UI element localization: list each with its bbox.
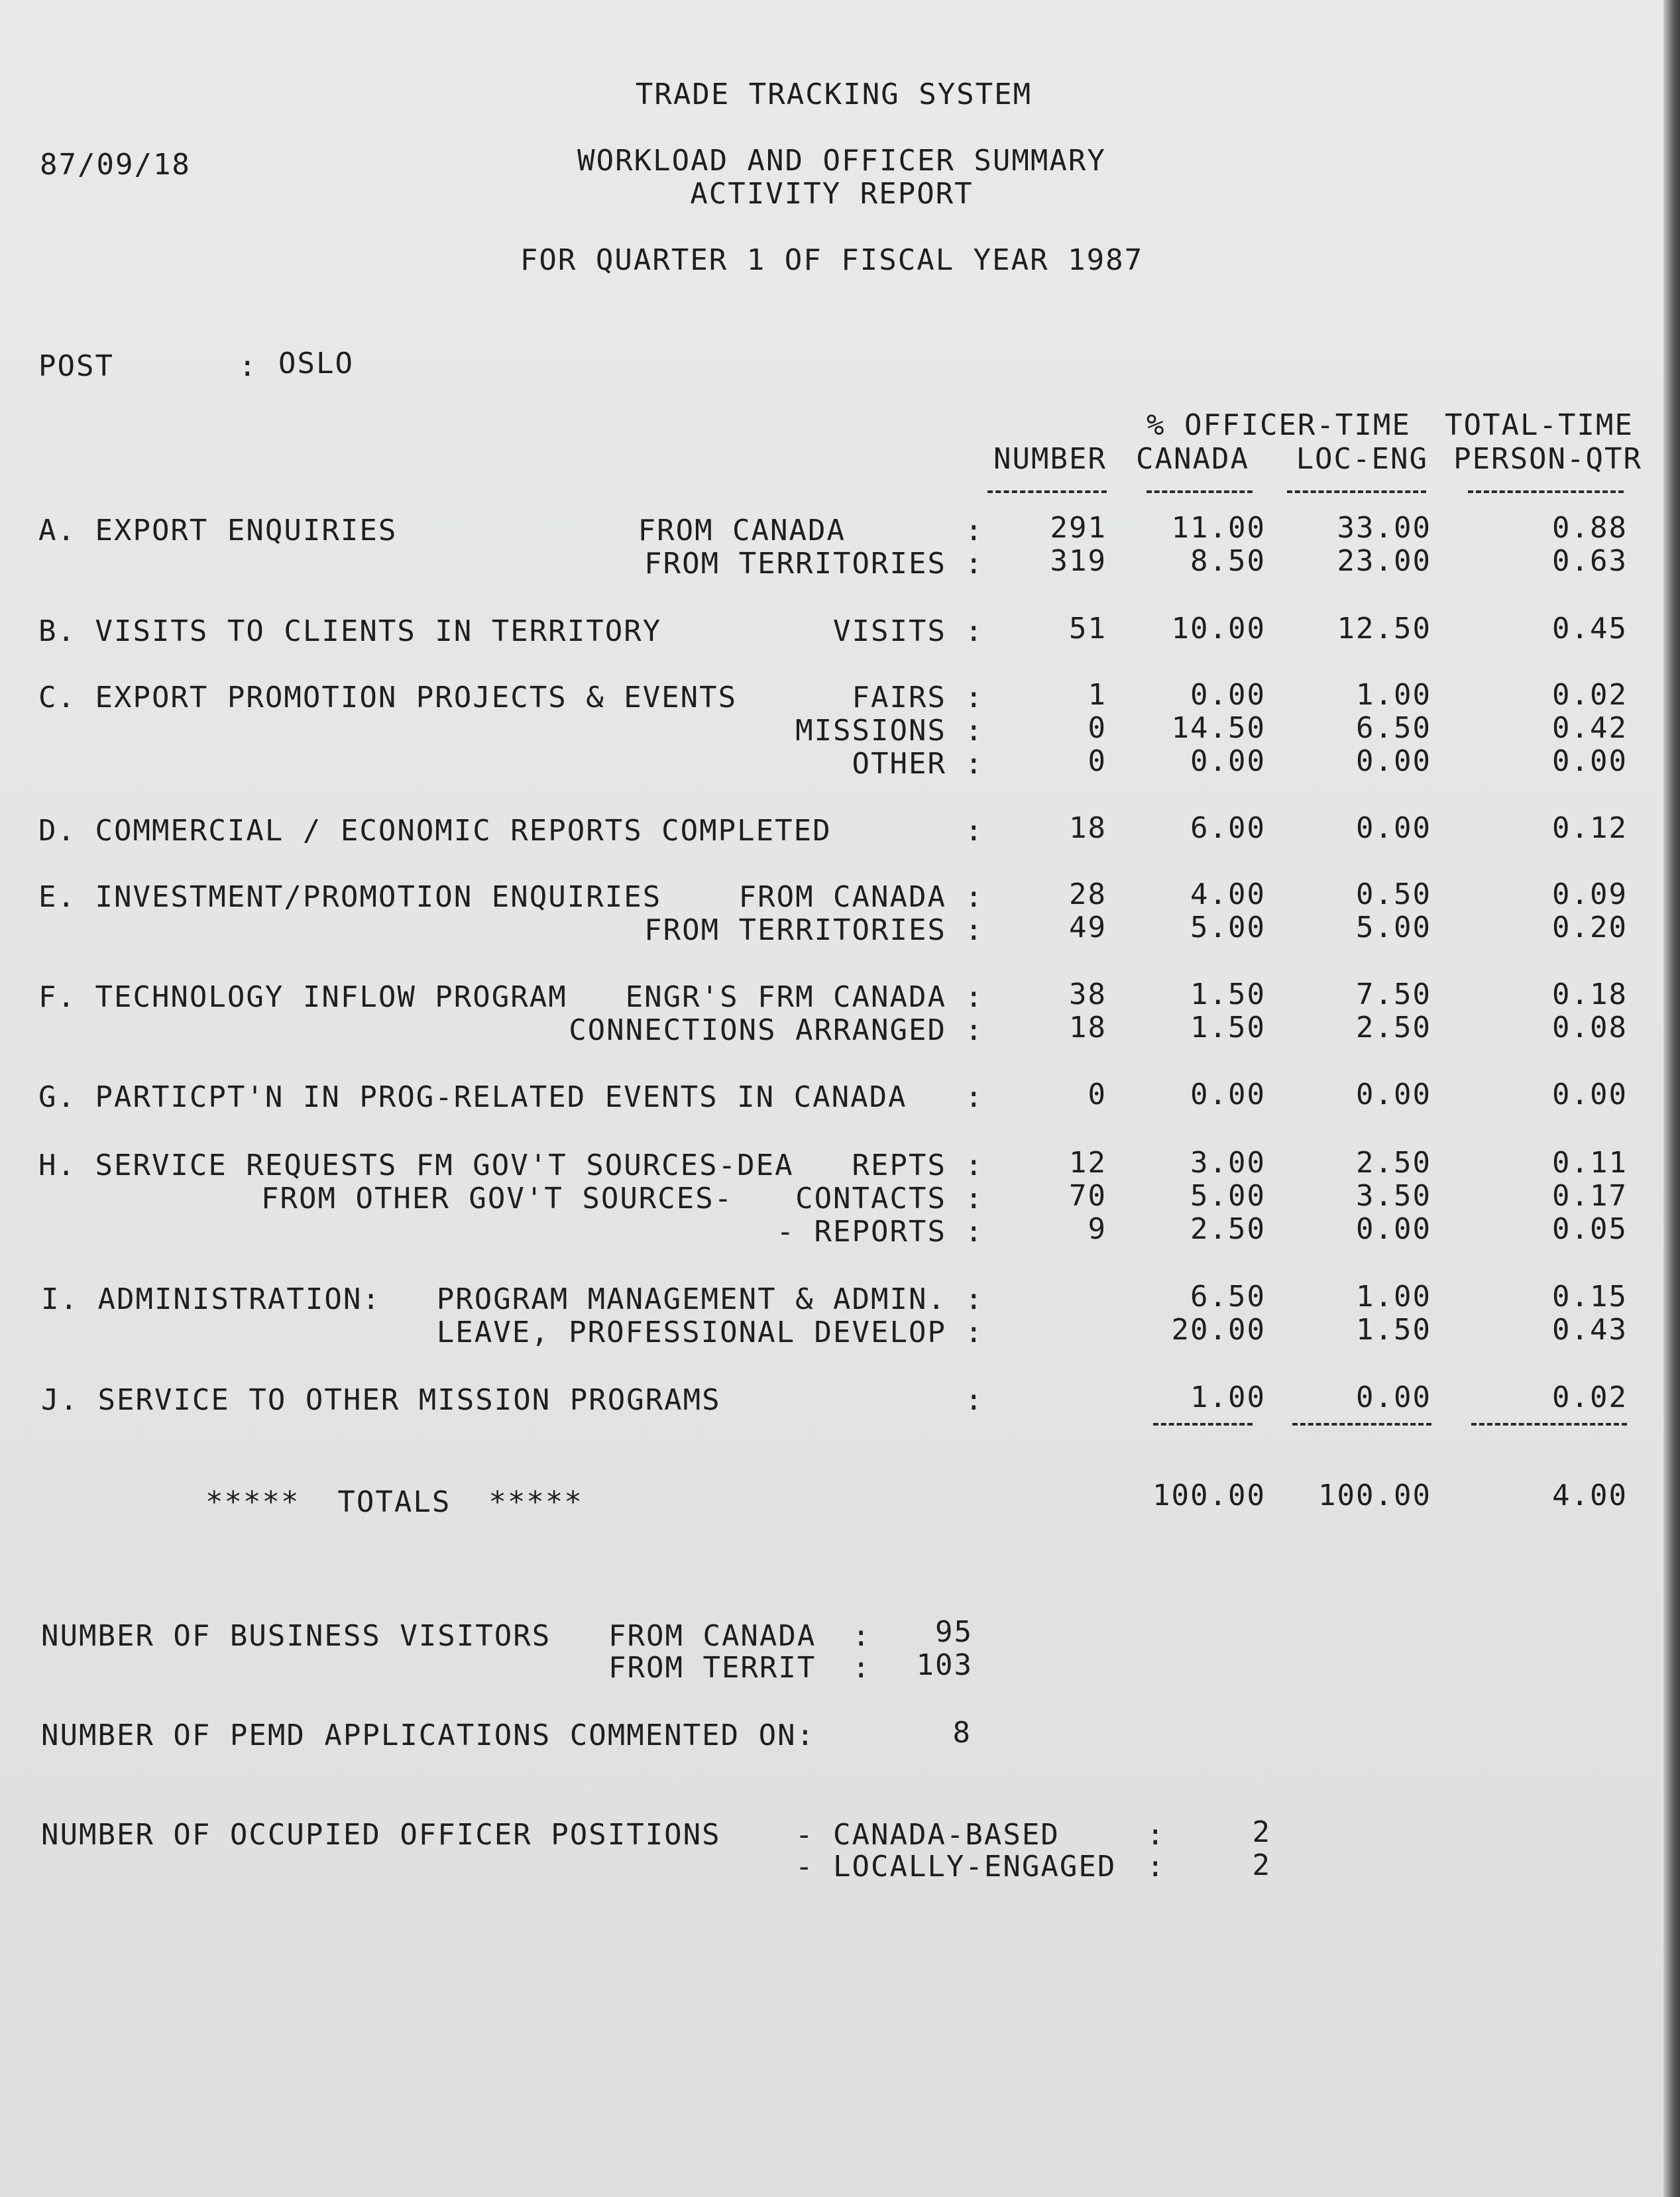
row-person-qtr: 0.20	[1552, 911, 1628, 944]
row-section-label: E. INVESTMENT/PROMOTION ENQUIRIES	[38, 880, 662, 914]
row-loc-eng-pct: 3.50	[1356, 1179, 1431, 1213]
positions-canada-label: - CANADA-BASED	[795, 1818, 1060, 1852]
page-edge-shadow	[1663, 0, 1680, 2197]
totals-canada: 100.00	[1152, 1479, 1266, 1512]
row-sub-label: FROM CANADA	[638, 514, 846, 547]
row-sub-label: MISSIONS	[795, 714, 946, 748]
row-loc-eng-pct: 0.00	[1356, 811, 1431, 845]
report-title: WORKLOAD AND OFFICER SUMMARY	[577, 144, 1106, 178]
row-number: 28	[1069, 877, 1107, 911]
report-subtitle: ACTIVITY REPORT	[690, 177, 974, 211]
positions-local-value: 2	[1252, 1848, 1271, 1882]
row-separator: :	[965, 980, 984, 1014]
row-number: 1	[1088, 678, 1107, 712]
row-separator: :	[965, 1215, 984, 1249]
row-sub-label: LEAVE, PROFESSIONAL DEVELOP	[436, 1316, 946, 1349]
row-separator: :	[965, 1182, 984, 1215]
positions-canada-value: 2	[1252, 1815, 1271, 1849]
row-section-label: FROM OTHER GOV'T SOURCES-	[261, 1182, 734, 1215]
row-section-label: H. SERVICE REQUESTS FM GOV'T SOURCES-DEA	[38, 1149, 794, 1182]
col-header-number: NUMBER	[993, 442, 1107, 476]
row-number: 51	[1069, 612, 1107, 646]
row-canada-pct: 3.00	[1190, 1146, 1266, 1180]
row-loc-eng-pct: 1.50	[1356, 1313, 1431, 1347]
row-canada-pct: 2.50	[1190, 1212, 1266, 1246]
row-number: 0	[1088, 744, 1107, 778]
row-loc-eng-pct: 12.50	[1337, 612, 1431, 646]
row-separator: :	[965, 681, 984, 714]
row-number: 319	[1050, 544, 1107, 578]
row-person-qtr: 0.08	[1552, 1011, 1628, 1044]
row-canada-pct: 11.00	[1171, 511, 1266, 545]
row-person-qtr: 0.15	[1552, 1280, 1628, 1314]
col-header-officer-time: % OFFICER-TIME	[1147, 408, 1411, 442]
row-number: 0	[1088, 711, 1107, 745]
row-number: 12	[1069, 1146, 1107, 1180]
row-separator: :	[965, 913, 984, 947]
row-loc-eng-pct: 7.50	[1356, 978, 1431, 1011]
row-person-qtr: 0.00	[1552, 744, 1628, 778]
row-separator: :	[965, 1149, 984, 1182]
row-sub-label: FROM TERRITORIES	[644, 547, 946, 581]
row-separator: :	[965, 1282, 984, 1316]
row-separator: :	[965, 614, 984, 648]
visitors-canada-value: 95	[935, 1615, 973, 1649]
row-separator: :	[965, 547, 984, 581]
row-separator: :	[965, 714, 984, 748]
row-number: 0	[1088, 1078, 1107, 1111]
col-header-canada: CANADA	[1136, 442, 1249, 476]
row-loc-eng-pct: 6.50	[1356, 711, 1431, 745]
totals-rule-person-qtr	[1471, 1423, 1627, 1426]
row-canada-pct: 0.00	[1190, 678, 1266, 712]
row-person-qtr: 0.45	[1552, 612, 1628, 646]
totals-loc-eng: 100.00	[1318, 1479, 1431, 1512]
pemd-label: NUMBER OF PEMD APPLICATIONS COMMENTED ON:	[41, 1718, 816, 1752]
row-number: 70	[1069, 1179, 1107, 1213]
positions-local-label: - LOCALLY-ENGAGED	[795, 1850, 1117, 1884]
row-person-qtr: 0.43	[1552, 1313, 1628, 1347]
row-person-qtr: 0.17	[1552, 1179, 1628, 1213]
row-separator: :	[965, 747, 984, 781]
visitors-territ-value: 103	[916, 1648, 973, 1682]
row-sub-label: - REPORTS	[776, 1215, 946, 1249]
row-sub-label: FAIRS	[852, 681, 946, 714]
visitors-canada-sep: :	[852, 1619, 871, 1653]
row-sub-label: ENGR'S FRM CANADA	[625, 980, 946, 1014]
row-sub-label: VISITS	[833, 614, 946, 648]
post-label: POST	[38, 349, 114, 383]
row-canada-pct: 6.00	[1190, 811, 1266, 845]
row-canada-pct: 4.00	[1190, 877, 1266, 911]
row-number: 18	[1069, 811, 1107, 845]
rule-canada	[1147, 490, 1253, 493]
row-canada-pct: 8.50	[1190, 544, 1266, 578]
row-section-label: C. EXPORT PROMOTION PROJECTS & EVENTS	[38, 681, 738, 714]
col-header-loc-eng: LOC-ENG	[1296, 442, 1428, 476]
visitors-canada-label: FROM CANADA	[608, 1619, 816, 1653]
row-canada-pct: 0.00	[1190, 1078, 1266, 1111]
pemd-value: 8	[952, 1716, 972, 1750]
row-canada-pct: 20.00	[1171, 1313, 1266, 1347]
row-number: 9	[1088, 1212, 1107, 1246]
row-separator: :	[965, 1316, 984, 1349]
system-title: TRADE TRACKING SYSTEM	[635, 78, 1033, 111]
row-person-qtr: 0.05	[1552, 1212, 1628, 1246]
row-canada-pct: 5.00	[1190, 911, 1266, 944]
row-canada-pct: 14.50	[1171, 711, 1266, 745]
row-separator: :	[965, 1013, 984, 1047]
row-section-label: A. EXPORT ENQUIRIES	[38, 514, 398, 547]
row-loc-eng-pct: 1.00	[1356, 1280, 1431, 1314]
visitors-label: NUMBER OF BUSINESS VISITORS	[41, 1619, 551, 1653]
row-number: 291	[1050, 511, 1107, 545]
row-loc-eng-pct: 0.00	[1356, 1078, 1431, 1111]
row-loc-eng-pct: 0.00	[1356, 1380, 1431, 1414]
visitors-territ-label: FROM TERRIT	[608, 1651, 816, 1685]
row-person-qtr: 0.63	[1552, 544, 1628, 578]
row-canada-pct: 1.50	[1190, 978, 1266, 1011]
row-loc-eng-pct: 23.00	[1337, 544, 1431, 578]
row-sub-label: CONNECTIONS ARRANGED	[569, 1013, 946, 1047]
row-person-qtr: 0.02	[1552, 678, 1628, 712]
row-loc-eng-pct: 0.50	[1356, 877, 1431, 911]
positions-local-sep: :	[1147, 1850, 1166, 1884]
row-separator: :	[965, 1080, 984, 1114]
row-loc-eng-pct: 33.00	[1337, 511, 1431, 545]
visitors-territ-sep: :	[852, 1651, 871, 1685]
row-separator: :	[965, 514, 984, 547]
row-section-label: B. VISITS TO CLIENTS IN TERRITORY	[38, 614, 662, 648]
row-separator: :	[965, 880, 984, 914]
row-loc-eng-pct: 1.00	[1356, 678, 1431, 712]
positions-canada-sep: :	[1147, 1818, 1166, 1852]
row-loc-eng-pct: 0.00	[1356, 1212, 1431, 1246]
row-canada-pct: 5.00	[1190, 1179, 1266, 1213]
post-separator: :	[239, 349, 258, 383]
row-sub-label: CONTACTS	[795, 1182, 946, 1215]
row-section-label: F. TECHNOLOGY INFLOW PROGRAM	[38, 980, 567, 1014]
totals-rule-canada	[1153, 1423, 1253, 1426]
row-sub-label: REPTS	[852, 1149, 946, 1182]
row-person-qtr: 0.42	[1552, 711, 1628, 745]
totals-person-qtr: 4.00	[1552, 1479, 1628, 1512]
row-sub-label: FROM CANADA	[738, 880, 946, 914]
row-canada-pct: 6.50	[1190, 1280, 1266, 1314]
row-separator: :	[965, 814, 984, 848]
post-value: OSLO	[278, 347, 354, 380]
row-section-label: D. COMMERCIAL / ECONOMIC REPORTS COMPLETED	[38, 814, 832, 848]
totals-label: ***** TOTALS *****	[205, 1485, 583, 1519]
row-section-label: J. SERVICE TO OTHER MISSION PROGRAMS	[41, 1383, 721, 1417]
report-period: FOR QUARTER 1 OF FISCAL YEAR 1987	[520, 243, 1144, 277]
report-date: 87/09/18	[40, 148, 191, 182]
row-canada-pct: 1.00	[1190, 1380, 1266, 1414]
row-number: 49	[1069, 911, 1107, 944]
row-person-qtr: 0.02	[1552, 1380, 1628, 1414]
row-section-label: G. PARTICPT'N IN PROG-RELATED EVENTS IN CANADA	[38, 1080, 907, 1114]
rule-number	[987, 490, 1107, 493]
rule-loc-eng	[1287, 490, 1426, 493]
row-canada-pct: 10.00	[1171, 612, 1266, 646]
col-header-total-time: TOTAL-TIME	[1445, 408, 1634, 442]
row-number: 18	[1069, 1011, 1107, 1044]
row-canada-pct: 1.50	[1190, 1011, 1266, 1044]
row-loc-eng-pct: 0.00	[1356, 744, 1431, 778]
row-sub-label: PROGRAM MANAGEMENT & ADMIN.	[436, 1282, 946, 1316]
row-person-qtr: 0.00	[1552, 1078, 1628, 1111]
row-person-qtr: 0.11	[1552, 1146, 1628, 1180]
rule-person-qtr	[1468, 490, 1624, 493]
row-number: 38	[1069, 978, 1107, 1011]
row-loc-eng-pct: 5.00	[1356, 911, 1431, 944]
totals-rule-loc-eng	[1292, 1423, 1431, 1426]
row-person-qtr: 0.12	[1552, 811, 1628, 845]
row-person-qtr: 0.09	[1552, 877, 1628, 911]
col-header-person-qtr: PERSON-QTR	[1453, 442, 1642, 476]
row-sub-label: OTHER	[852, 747, 946, 781]
row-separator: :	[965, 1383, 984, 1417]
row-sub-label: FROM TERRITORIES	[644, 913, 946, 947]
row-person-qtr: 0.18	[1552, 978, 1628, 1011]
positions-label: NUMBER OF OCCUPIED OFFICER POSITIONS	[41, 1818, 721, 1852]
row-person-qtr: 0.88	[1552, 511, 1628, 545]
row-loc-eng-pct: 2.50	[1356, 1011, 1431, 1044]
row-canada-pct: 0.00	[1190, 744, 1266, 778]
row-section-label: I. ADMINISTRATION:	[41, 1282, 381, 1316]
row-loc-eng-pct: 2.50	[1356, 1146, 1431, 1180]
